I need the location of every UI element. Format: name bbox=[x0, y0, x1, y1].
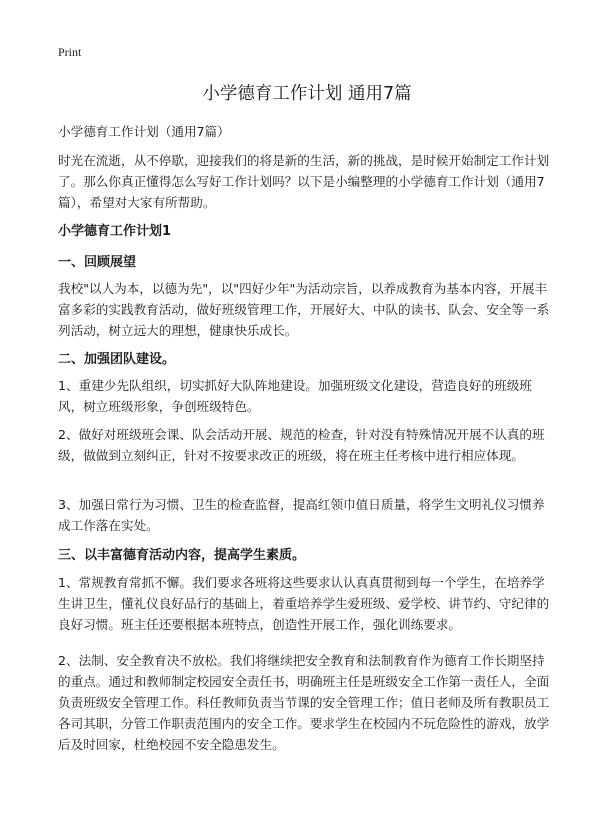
part2-heading: 二、加强团队建设。 bbox=[58, 352, 176, 367]
page-title: 小学德育工作计划 通用7篇 bbox=[202, 84, 412, 104]
document-subtitle: 小学德育工作计划（通用7篇） bbox=[58, 124, 230, 139]
part2-item-3: 3、加强日常行为习惯、卫生的检查监督，提高红领巾值日质量，将学生文明礼仪习惯养成工作落在实处。 bbox=[58, 497, 545, 533]
intro-paragraph: 时光在流逝，从不停歇，迎接我们的将是新的生活，新的挑战，是时候开始制定工作计划了。那么你真正懂得怎么写好工作计划吗？以下是小编整理的小学德育工作计划（通用7篇），希望对大家有所帮助。 bbox=[58, 153, 550, 210]
part2-item-2: 2、做好对班级班会课、队会活动开展、规范的检查，针对没有特殊情况开展不认真的班级，做做到立刻纠正，针对不按要求改正的班级，将在班主任考核中进行相应体现。 bbox=[58, 427, 545, 463]
part1-heading: 一、回顾展望 bbox=[58, 255, 137, 270]
part3-item-1: 1、常规教育常抓不懈。我们要求各班将这些要求认认真真贯彻到每一个学生，在培养学生讲卫生，懂礼仪良好品行的基础上，着重培养学生爱班级、爱学校、讲节约、守纪律的良好习惯。班主任还要根据本班特点，创造性开展工作，强化训练要求。 bbox=[58, 575, 550, 632]
part1-paragraph: 我校"以人为本，以德为先"，以"四好少年"为活动宗旨，以养成教育为基本内容，开展丰富多彩的实践教育活动，做好班级管理工作，开展好大、中队的读书、队会、安全等一系列活动，树立远大的理想，健康快乐成长。 bbox=[58, 281, 550, 338]
print-link[interactable]: Print bbox=[58, 45, 82, 59]
part3-heading: 三、以丰富德育活动内容，提高学生素质。 bbox=[58, 548, 306, 563]
part2-item-1: 1、重建少先队组织，切实抓好大队阵地建设。加强班级文化建设，营造良好的班级班风，树立班级形象，争创班级特色。 bbox=[58, 378, 532, 414]
part3-item-2: 2、法制、安全教育决不放松。我们将继续把安全教育和法制教育作为德育工作长期坚持的重点。通过和教师制定校园安全责任书，明确班主任是班级安全工作第一责任人，全面负责班级安全管理工作。科任教师负责当节课的安全管理工作；值日老师及所有教职员工各司其职，分管工作职责范围内的安全工作。要求学生在校园内不玩危险性的游戏，放学后及时回家，杜绝校园不安全隐患发生。 bbox=[58, 653, 550, 752]
section-title: 小学德育工作计划1 bbox=[58, 224, 172, 239]
